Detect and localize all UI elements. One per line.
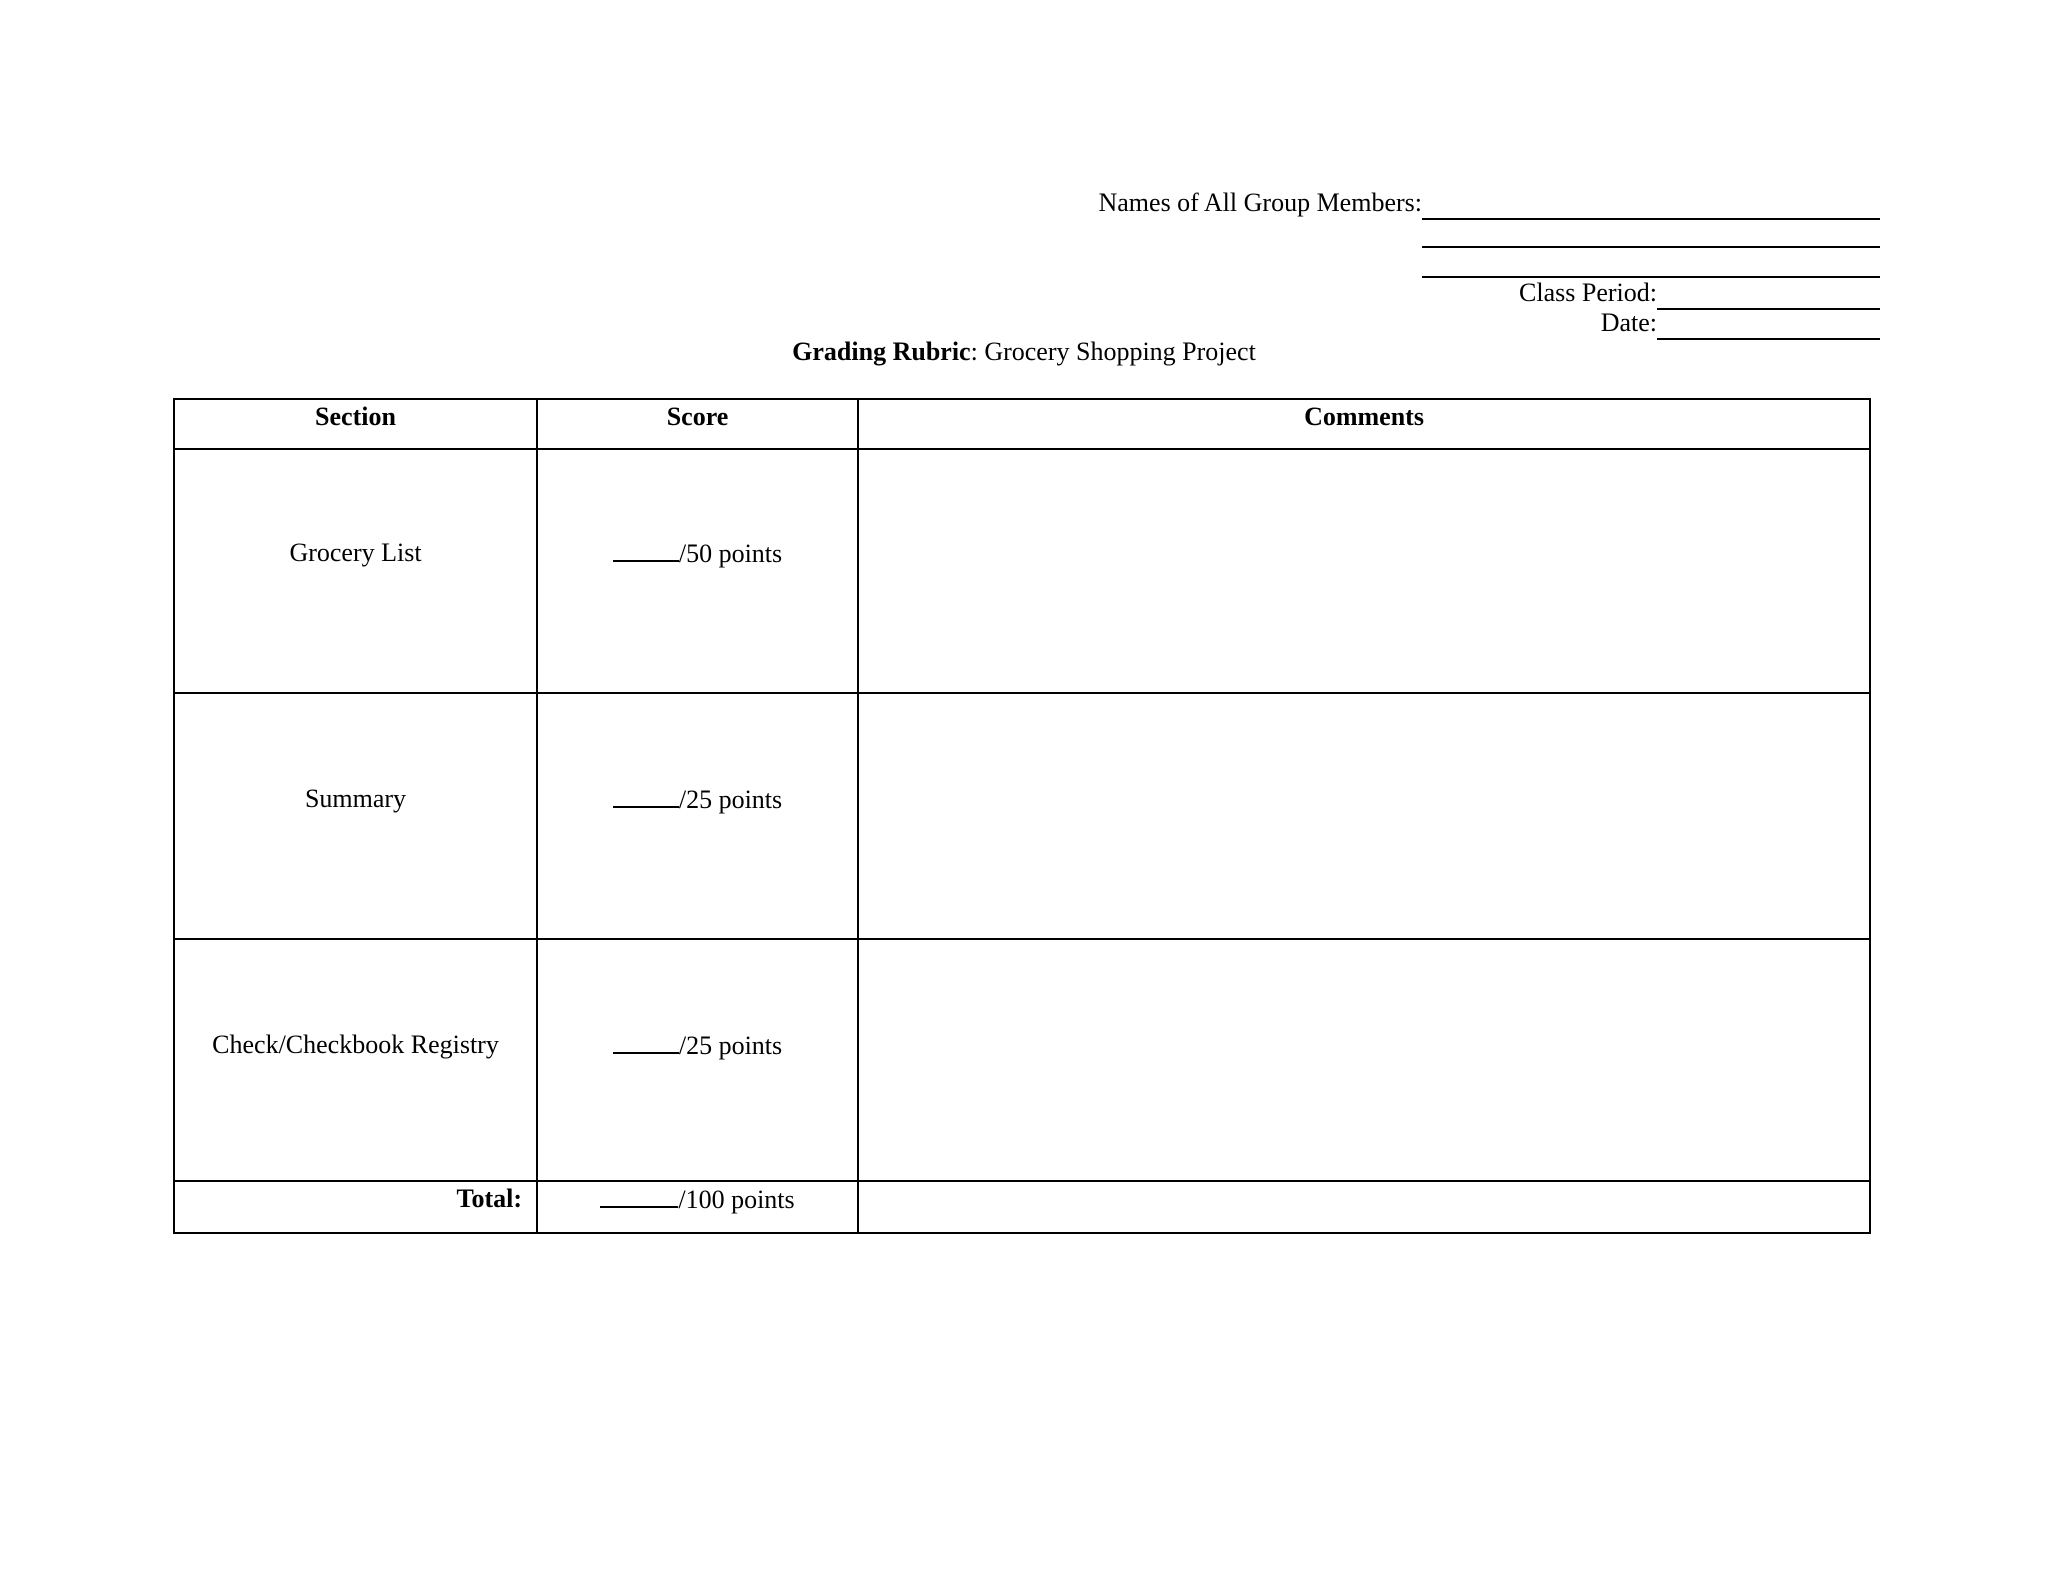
title-bold: Grading Rubric bbox=[792, 337, 971, 366]
rubric-table bbox=[173, 398, 1871, 1234]
table-header-row bbox=[174, 399, 1870, 449]
score-text bbox=[538, 694, 857, 815]
header-section: Section bbox=[174, 399, 537, 449]
date-field bbox=[1601, 308, 1880, 340]
score-text bbox=[538, 450, 857, 569]
section-name: Grocery List bbox=[289, 538, 422, 567]
score-suffix: /25 points bbox=[678, 785, 783, 814]
score-suffix: /50 points bbox=[678, 539, 783, 568]
section-name: Summary bbox=[304, 784, 407, 813]
table-row bbox=[174, 939, 1870, 1181]
score-cell bbox=[537, 939, 858, 1181]
page-title bbox=[0, 337, 2048, 367]
group-members-label: Names of All Group Members: bbox=[1098, 188, 1422, 217]
score-blank[interactable] bbox=[613, 784, 679, 808]
comments-cell[interactable] bbox=[858, 693, 1870, 939]
table-row bbox=[174, 449, 1870, 693]
date-line[interactable] bbox=[1657, 310, 1880, 340]
comments-cell[interactable] bbox=[858, 939, 1870, 1181]
section-cell bbox=[174, 693, 537, 939]
group-member-line-1[interactable] bbox=[1422, 190, 1880, 220]
score-cell bbox=[537, 693, 858, 939]
score-blank[interactable] bbox=[613, 538, 679, 562]
group-members-extra-field-2 bbox=[1422, 248, 1880, 278]
group-members-extra-field-1 bbox=[1422, 218, 1880, 248]
total-score-blank[interactable] bbox=[600, 1184, 678, 1208]
header-comments: Comments bbox=[858, 399, 1870, 449]
comments-cell[interactable] bbox=[858, 449, 1870, 693]
class-period-field bbox=[1519, 278, 1880, 310]
score-blank[interactable] bbox=[613, 1030, 679, 1054]
class-period-line[interactable] bbox=[1657, 280, 1880, 310]
total-score-cell bbox=[537, 1181, 858, 1233]
total-comments-cell[interactable] bbox=[858, 1181, 1870, 1233]
section-cell bbox=[174, 939, 537, 1181]
score-cell bbox=[537, 449, 858, 693]
group-members-field bbox=[1098, 188, 1880, 220]
table-row bbox=[174, 693, 1870, 939]
group-member-line-2[interactable] bbox=[1422, 218, 1880, 248]
total-row bbox=[174, 1181, 1870, 1233]
total-score-suffix: /100 points bbox=[678, 1185, 795, 1214]
score-text bbox=[538, 940, 857, 1061]
score-suffix: /25 points bbox=[678, 1031, 783, 1060]
group-member-line-3[interactable] bbox=[1422, 248, 1880, 278]
section-name: Check/Checkbook Registry bbox=[212, 1030, 499, 1059]
title-rest: : Grocery Shopping Project bbox=[970, 337, 1256, 366]
class-period-label: Class Period: bbox=[1519, 278, 1657, 307]
total-label: Total: bbox=[174, 1181, 537, 1233]
section-cell bbox=[174, 449, 537, 693]
date-label: Date: bbox=[1600, 308, 1657, 337]
header-score: Score bbox=[537, 399, 858, 449]
